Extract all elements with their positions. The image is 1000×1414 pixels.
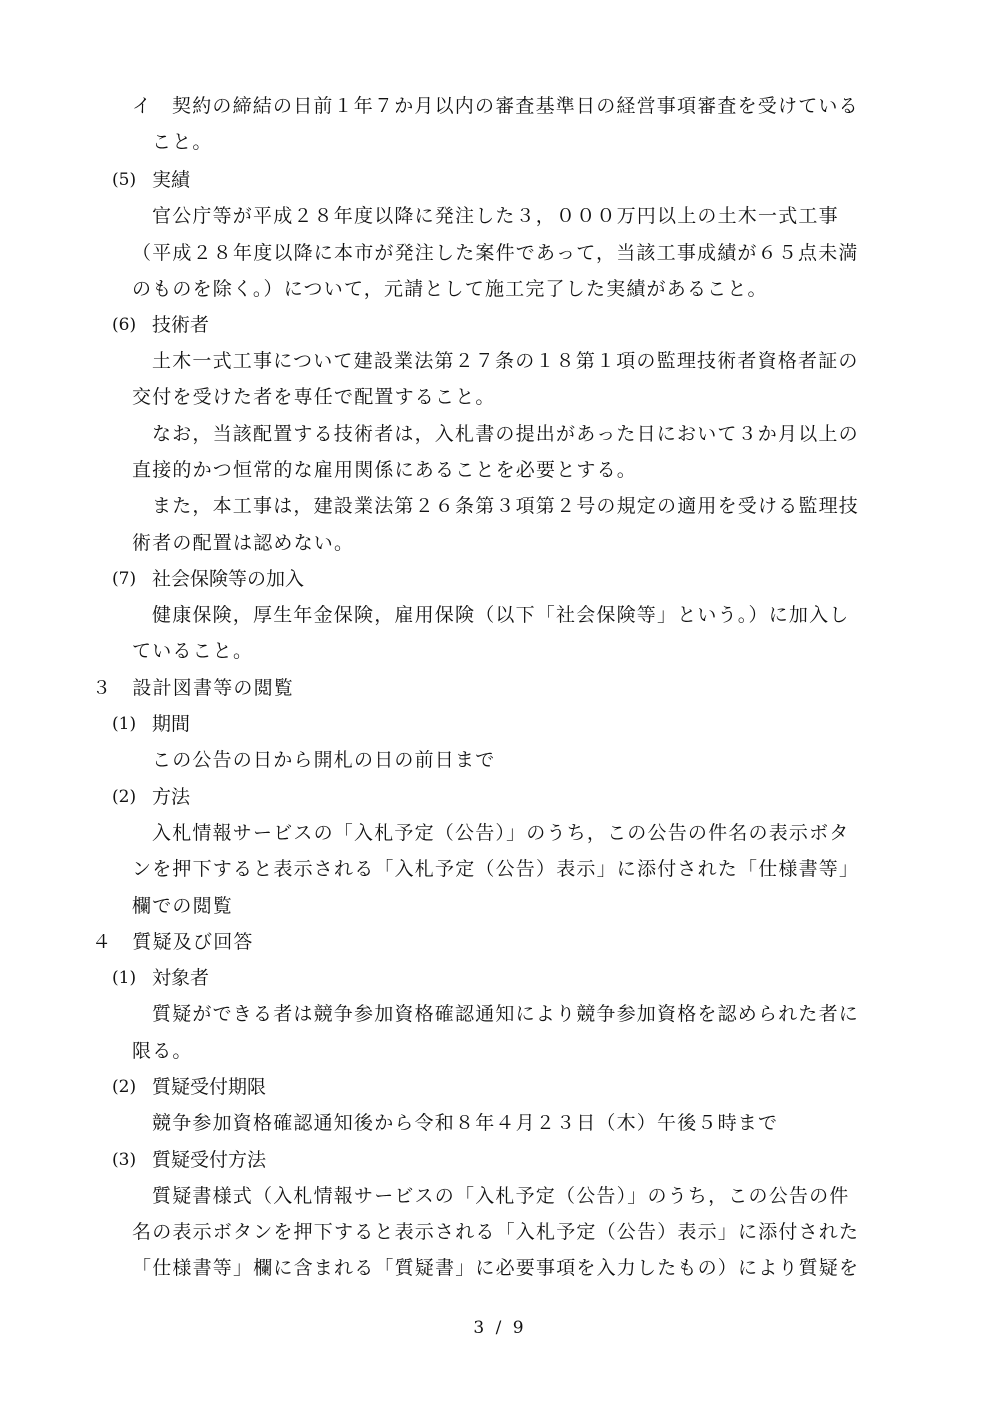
text-line: （平成２８年度以降に本市が発注した案件であって，当該工事成績が６５点未満 <box>132 242 859 264</box>
text-line: ていること。 <box>132 640 254 662</box>
section-number: (5) <box>112 170 137 190</box>
text-line: なお，当該配置する技術者は，入札書の提出があった日において３か月以上の <box>152 423 859 445</box>
text-line: 欄での閲覧 <box>132 895 234 917</box>
section-number: (6) <box>112 315 137 335</box>
section-heading: ３ 設計図書等の閲覧 <box>92 677 295 699</box>
text-line: 「仕様書等」欄に含まれる「質疑書」に必要事項を入力したもの）により質疑を <box>132 1257 860 1279</box>
text-line: こと。 <box>152 131 213 153</box>
section-number: (2) <box>112 1077 137 1097</box>
section-number: (2) <box>112 787 137 807</box>
text-line: 競争参加資格確認通知後から令和８年４月２３日（木）午後５時まで <box>152 1112 779 1134</box>
page-number: 3 / 9 <box>473 1318 527 1338</box>
text-line: 契約の締結の日前１年７か月以内の審査基準日の経営事項審査を受けている <box>172 95 859 117</box>
text-line: 入札情報サービスの「入札予定（公告）」のうち，この公告の件名の表示ボタ <box>152 822 850 844</box>
text-line: 健康保険，厚生年金保険，雇用保険（以下「社会保険等」という。）に加入し <box>152 604 850 626</box>
section-number: (1) <box>112 714 137 734</box>
section-number: (1) <box>112 968 137 988</box>
section-title: 質疑受付期限 <box>152 1076 267 1098</box>
text-line: 限る。 <box>132 1040 193 1062</box>
text-line: 官公庁等が平成２８年度以降に発注した３，０００万円以上の土木一式工事 <box>152 205 839 227</box>
text-line: 交付を受けた者を専任で配置すること。 <box>132 386 496 408</box>
text-line: また，本工事は，建設業法第２６条第３項第２号の規定の適用を受ける監理技 <box>152 495 860 517</box>
section-title: 社会保険等の加入 <box>152 568 305 590</box>
section-heading: ４ 質疑及び回答 <box>92 931 254 953</box>
section-title: 対象者 <box>152 967 210 989</box>
section-title: 技術者 <box>152 314 210 336</box>
text-line: 質疑書様式（入札情報サービスの「入札予定（公告）」のうち，この公告の件 <box>152 1185 850 1207</box>
item-marker: イ <box>132 95 153 117</box>
section-title: 実績 <box>152 169 191 191</box>
text-line: ンを押下すると表示される「入札予定（公告）表示」に添付された「仕様書等」 <box>132 858 860 880</box>
section-number: (7) <box>112 569 137 589</box>
text-line: 名の表示ボタンを押下すると表示される「入札予定（公告）表示」に添付された <box>132 1221 860 1243</box>
text-line: 術者の配置は認めない。 <box>132 532 355 554</box>
text-line: のものを除く。）について，元請として施工完了した実績があること。 <box>132 278 768 300</box>
text-line: この公告の日から開札の日の前日まで <box>152 749 496 771</box>
section-title: 質疑受付方法 <box>152 1149 267 1171</box>
text-line: 直接的かつ恒常的な雇用関係にあることを必要とする。 <box>132 459 638 481</box>
section-title: 方法 <box>152 786 191 808</box>
text-line: 土木一式工事について建設業法第２７条の１８第１項の監理技術者資格者証の <box>152 350 859 372</box>
section-number: (3) <box>112 1150 137 1170</box>
section-title: 期間 <box>152 713 191 735</box>
text-line: 質疑ができる者は競争参加資格確認通知により競争参加資格を認められた者に <box>152 1003 860 1025</box>
